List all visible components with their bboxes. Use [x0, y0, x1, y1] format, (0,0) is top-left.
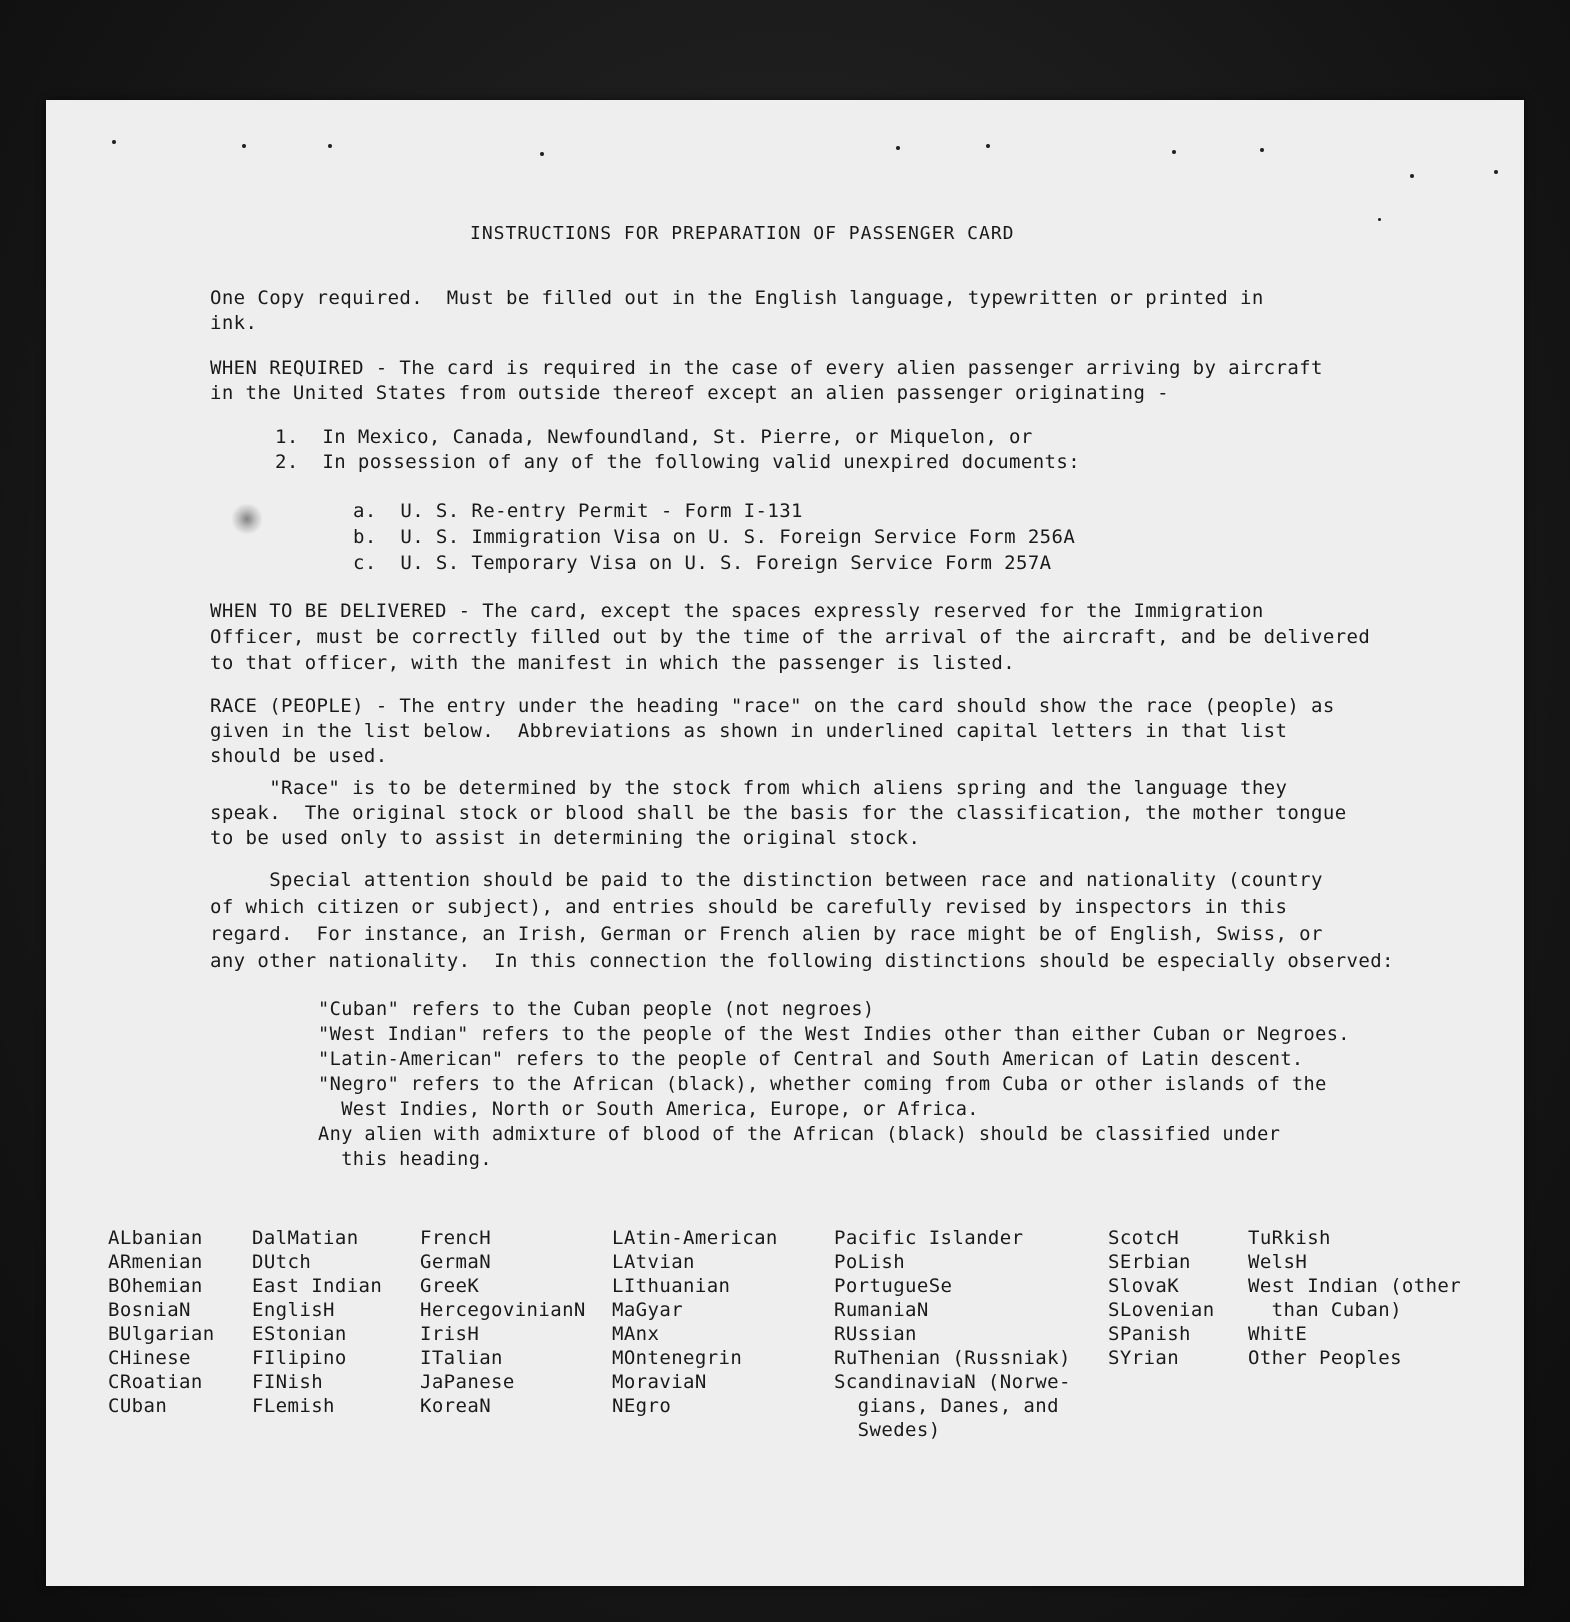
race-column-3	[420, 1226, 586, 1418]
race-entry: West Indian (other	[1248, 1275, 1462, 1297]
race-line: given in the list below. Abbreviations as shown in underlined capital letters in that list	[210, 720, 1288, 742]
race-entry: than Cuban)	[1248, 1299, 1402, 1321]
race-entry: SYrian	[1108, 1347, 1180, 1369]
race-column-2	[252, 1226, 382, 1418]
race-entry: ScandinaviaN (Norwe-	[834, 1371, 1071, 1393]
race-entry: HercegovinianN	[420, 1299, 586, 1321]
race-paragraph	[210, 694, 1335, 769]
race-definition-paragraph	[210, 776, 1347, 851]
race-definition-line: to be used only to assist in determining the original stock.	[210, 827, 921, 849]
race-entry: BOhemian	[108, 1275, 203, 1297]
speck	[112, 140, 116, 144]
when-required-paragraph	[210, 356, 1323, 406]
origin-item: 2. In possession of any of the following valid unexpired documents:	[275, 451, 1081, 473]
special-attention-line: any other nationality. In this connection the following distinctions should be especially observed:	[210, 950, 1394, 972]
race-entry: MaGyar	[612, 1299, 684, 1321]
race-entry: LIthuanian	[612, 1275, 731, 1297]
race-entry: TuRkish	[1248, 1227, 1331, 1249]
race-entry: FIlipino	[252, 1347, 347, 1369]
race-column-7	[1248, 1226, 1461, 1370]
race-entry: MAnx	[612, 1323, 660, 1345]
distinction-item: Any alien with admixture of blood of the African (black) should be classified under	[318, 1124, 1281, 1145]
special-attention-line: regard. For instance, an Irish, German or French alien by race might be of English, Swiss, or	[210, 923, 1323, 945]
special-attention-line: Special attention should be paid to the distinction between race and nationality (country	[210, 869, 1323, 891]
speck	[1410, 174, 1414, 178]
speck	[1260, 148, 1264, 152]
race-entry: CHinese	[108, 1347, 191, 1369]
speck	[1378, 218, 1381, 221]
race-entry: JaPanese	[420, 1371, 515, 1393]
race-entry: RumaniaN	[834, 1299, 929, 1321]
race-entry: LAtvian	[612, 1251, 695, 1273]
race-entry: SErbian	[1108, 1251, 1191, 1273]
race-entry: ARmenian	[108, 1251, 203, 1273]
race-entry: PortugueSe	[834, 1275, 953, 1297]
race-entry: KoreaN	[420, 1395, 492, 1417]
when-delivered-line: WHEN TO BE DELIVERED - The card, except the spaces expressly reserved for the Immigration	[210, 600, 1264, 622]
document-item: a. U. S. Re-entry Permit - Form I-131	[353, 500, 803, 522]
document-item: c. U. S. Temporary Visa on U. S. Foreign Service Form 257A	[353, 552, 1052, 574]
speck	[242, 144, 246, 148]
distinction-item: this heading.	[318, 1149, 492, 1170]
speck	[896, 146, 900, 150]
race-entry: IrisH	[420, 1323, 480, 1345]
when-delivered-paragraph	[210, 598, 1370, 676]
race-entry: FrencH	[420, 1227, 492, 1249]
intro-line: ink.	[210, 312, 258, 334]
page-title: INSTRUCTIONS FOR PREPARATION OF PASSENGER CARD	[470, 223, 1015, 244]
race-entry: MOntenegrin	[612, 1347, 743, 1369]
race-entry: ITalian	[420, 1347, 503, 1369]
distinctions-list	[318, 997, 1350, 1172]
when-delivered-line: Officer, must be correctly filled out by the time of the arrival of the aircraft, and be delivered	[210, 626, 1371, 648]
speck	[986, 144, 990, 148]
race-column-1	[108, 1226, 215, 1418]
when-required-line: in the United States from outside thereof except an alien passenger originating -	[210, 382, 1169, 404]
race-entry: DalMatian	[252, 1227, 359, 1249]
speck	[1172, 150, 1176, 154]
race-column-5	[834, 1226, 1071, 1442]
race-entry: SPanish	[1108, 1323, 1191, 1345]
race-entry: CUban	[108, 1395, 168, 1417]
race-entry: DUtch	[252, 1251, 312, 1273]
race-entry: FINish	[252, 1371, 324, 1393]
special-attention-line: of which citizen or subject), and entries should be carefully revised by inspectors in this	[210, 896, 1288, 918]
special-attention-paragraph	[210, 867, 1394, 975]
when-delivered-line: to that officer, with the manifest in which the passenger is listed.	[210, 652, 1016, 674]
race-entry: SLovenian	[1108, 1299, 1215, 1321]
race-entry: SlovaK	[1108, 1275, 1180, 1297]
speck	[540, 152, 544, 156]
race-entry: FLemish	[252, 1395, 335, 1417]
origin-list	[275, 425, 1080, 475]
speck	[1494, 170, 1498, 174]
race-entry: East Indian	[252, 1275, 383, 1297]
distinction-item: "Negro" refers to the African (black), whether coming from Cuba or other islands of the	[318, 1074, 1327, 1095]
race-entry: RuThenian (Russniak)	[834, 1347, 1071, 1369]
race-entry: BUlgarian	[108, 1323, 215, 1345]
when-required-line: WHEN REQUIRED - The card is required in the case of every alien passenger arriving by aircraft	[210, 357, 1323, 379]
race-entry: WhitE	[1248, 1323, 1308, 1345]
race-entry: Swedes)	[834, 1419, 941, 1441]
race-entry: WelsH	[1248, 1251, 1308, 1273]
race-entry: EnglisH	[252, 1299, 335, 1321]
race-entry: NEgro	[612, 1395, 672, 1417]
ink-smudge	[232, 502, 262, 536]
race-entry: Other Peoples	[1248, 1347, 1402, 1369]
race-entry: gians, Danes, and	[834, 1395, 1059, 1417]
document-item: b. U. S. Immigration Visa on U. S. Foreign Service Form 256A	[353, 526, 1076, 548]
race-entry: GreeK	[420, 1275, 480, 1297]
race-line: RACE (PEOPLE) - The entry under the heading "race" on the card should show the race (people) as	[210, 695, 1335, 717]
race-entry: ScotcH	[1108, 1227, 1180, 1249]
race-entry: RUssian	[834, 1323, 917, 1345]
intro-paragraph	[210, 286, 1264, 336]
distinction-item: "Cuban" refers to the Cuban people (not negroes)	[318, 999, 875, 1020]
race-entry: CRoatian	[108, 1371, 203, 1393]
race-column-4	[612, 1226, 778, 1418]
race-entry: PoLish	[834, 1251, 906, 1273]
race-entry: Pacific Islander	[834, 1227, 1024, 1249]
race-definition-line: "Race" is to be determined by the stock from which aliens spring and the language they	[210, 777, 1288, 799]
race-entry: LAtin-American	[612, 1227, 778, 1249]
intro-line: One Copy required. Must be filled out in the English language, typewritten or printed in	[210, 287, 1264, 309]
race-entry: MoraviaN	[612, 1371, 707, 1393]
origin-item: 1. In Mexico, Canada, Newfoundland, St. Pierre, or Miquelon, or	[275, 426, 1033, 448]
distinction-item: West Indies, North or South America, Europe, or Africa.	[318, 1099, 979, 1120]
race-definition-line: speak. The original stock or blood shall be the basis for the classification, the mother tongue	[210, 802, 1347, 824]
race-column-6	[1108, 1226, 1215, 1370]
distinction-item: "West Indian" refers to the people of the West Indies other than either Cuban or Negroes.	[318, 1024, 1350, 1045]
speck	[328, 144, 332, 148]
race-entry: EStonian	[252, 1323, 347, 1345]
race-line: should be used.	[210, 745, 388, 767]
race-entry: ALbanian	[108, 1227, 203, 1249]
distinction-item: "Latin-American" refers to the people of Central and South American of Latin descent.	[318, 1049, 1304, 1070]
document-list	[353, 498, 1075, 576]
race-entry: BosniaN	[108, 1299, 191, 1321]
race-entry: GermaN	[420, 1251, 492, 1273]
